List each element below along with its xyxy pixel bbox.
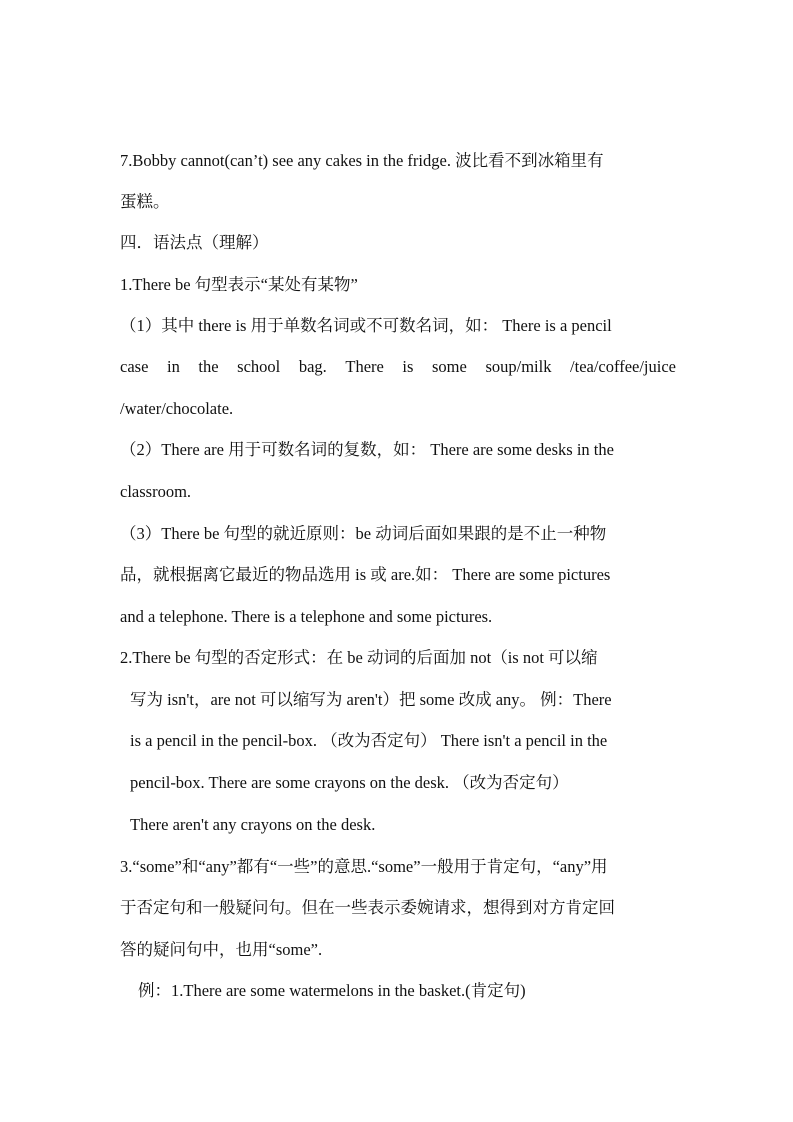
text-line-7-bobby: 7.Bobby cannot(can’t) see any cakes in the fridge. 波比看不到冰箱里有 — [120, 151, 604, 170]
text-line-arent-crayons: There aren't any crayons on the desk. — [130, 815, 376, 834]
text-line-there-is: （1）其中 there is 用于单数名词或不可数名词，如： There is a pencil — [120, 316, 612, 335]
word: some — [432, 357, 467, 376]
text-line-there-are: （2）There are 用于可数名词的复数，如： There are some desks in the — [120, 440, 614, 459]
word: /tea/coffee/juice — [570, 357, 676, 376]
text-line-proximity-example: 品，就根据离它最近的物品选用 is 或 are.如： There are some pictures — [120, 565, 611, 584]
text-line-negative-form: 2.There be 句型的否定形式：在 be 动词的后面加 not（is not 可以缩 — [120, 648, 598, 667]
word: is — [402, 357, 414, 376]
text-line-proximity-rule: （3）There be 句型的就近原则：be 动词后面如果跟的是不止一种物 — [120, 524, 607, 543]
word: in — [166, 357, 180, 376]
text-line-isnt-arent: 写为 isn't，are not 可以缩写为 aren't）把 some 改成 any。 例：There — [130, 690, 612, 709]
word: soup/milk — [485, 357, 552, 376]
text-line-cake: 蛋糕。 — [120, 192, 170, 211]
text-line-justified-example — [120, 355, 676, 379]
section-heading-grammar: 四．语法点（理解） — [120, 233, 269, 252]
text-line-example-watermelons: 例：1.There are some watermelons in the basket.(肯定句) — [138, 981, 526, 1000]
text-line-telephone: and a telephone. There is a telephone and some pictures. — [120, 607, 493, 626]
word: case — [120, 357, 149, 376]
text-line-classroom: classroom. — [120, 482, 192, 501]
word: There — [345, 357, 384, 376]
word: the — [198, 357, 219, 376]
text-line-there-be: 1.There be 句型表示“某处有某物” — [120, 275, 358, 294]
text-line-negative-question: 于否定句和一般疑问句。但在一些表示委婉请求，想得到对方肯定回 — [120, 898, 615, 917]
text-line-crayons: pencil-box. There are some crayons on the desk. （改为否定句） — [130, 773, 569, 792]
text-line-some-any: 3.“some”和“any”都有“一些”的意思.“some”一般用于肯定句，“any”用 — [120, 857, 608, 876]
word: bag. — [298, 357, 327, 376]
word: school — [237, 357, 281, 376]
text-line-use-some: 答的疑问句中，也用“some”. — [120, 940, 323, 959]
text-line-pencil-box: is a pencil in the pencil-box. （改为否定句） There isn't a pencil in the — [130, 731, 608, 750]
text-line-water-chocolate: /water/chocolate. — [120, 399, 234, 418]
